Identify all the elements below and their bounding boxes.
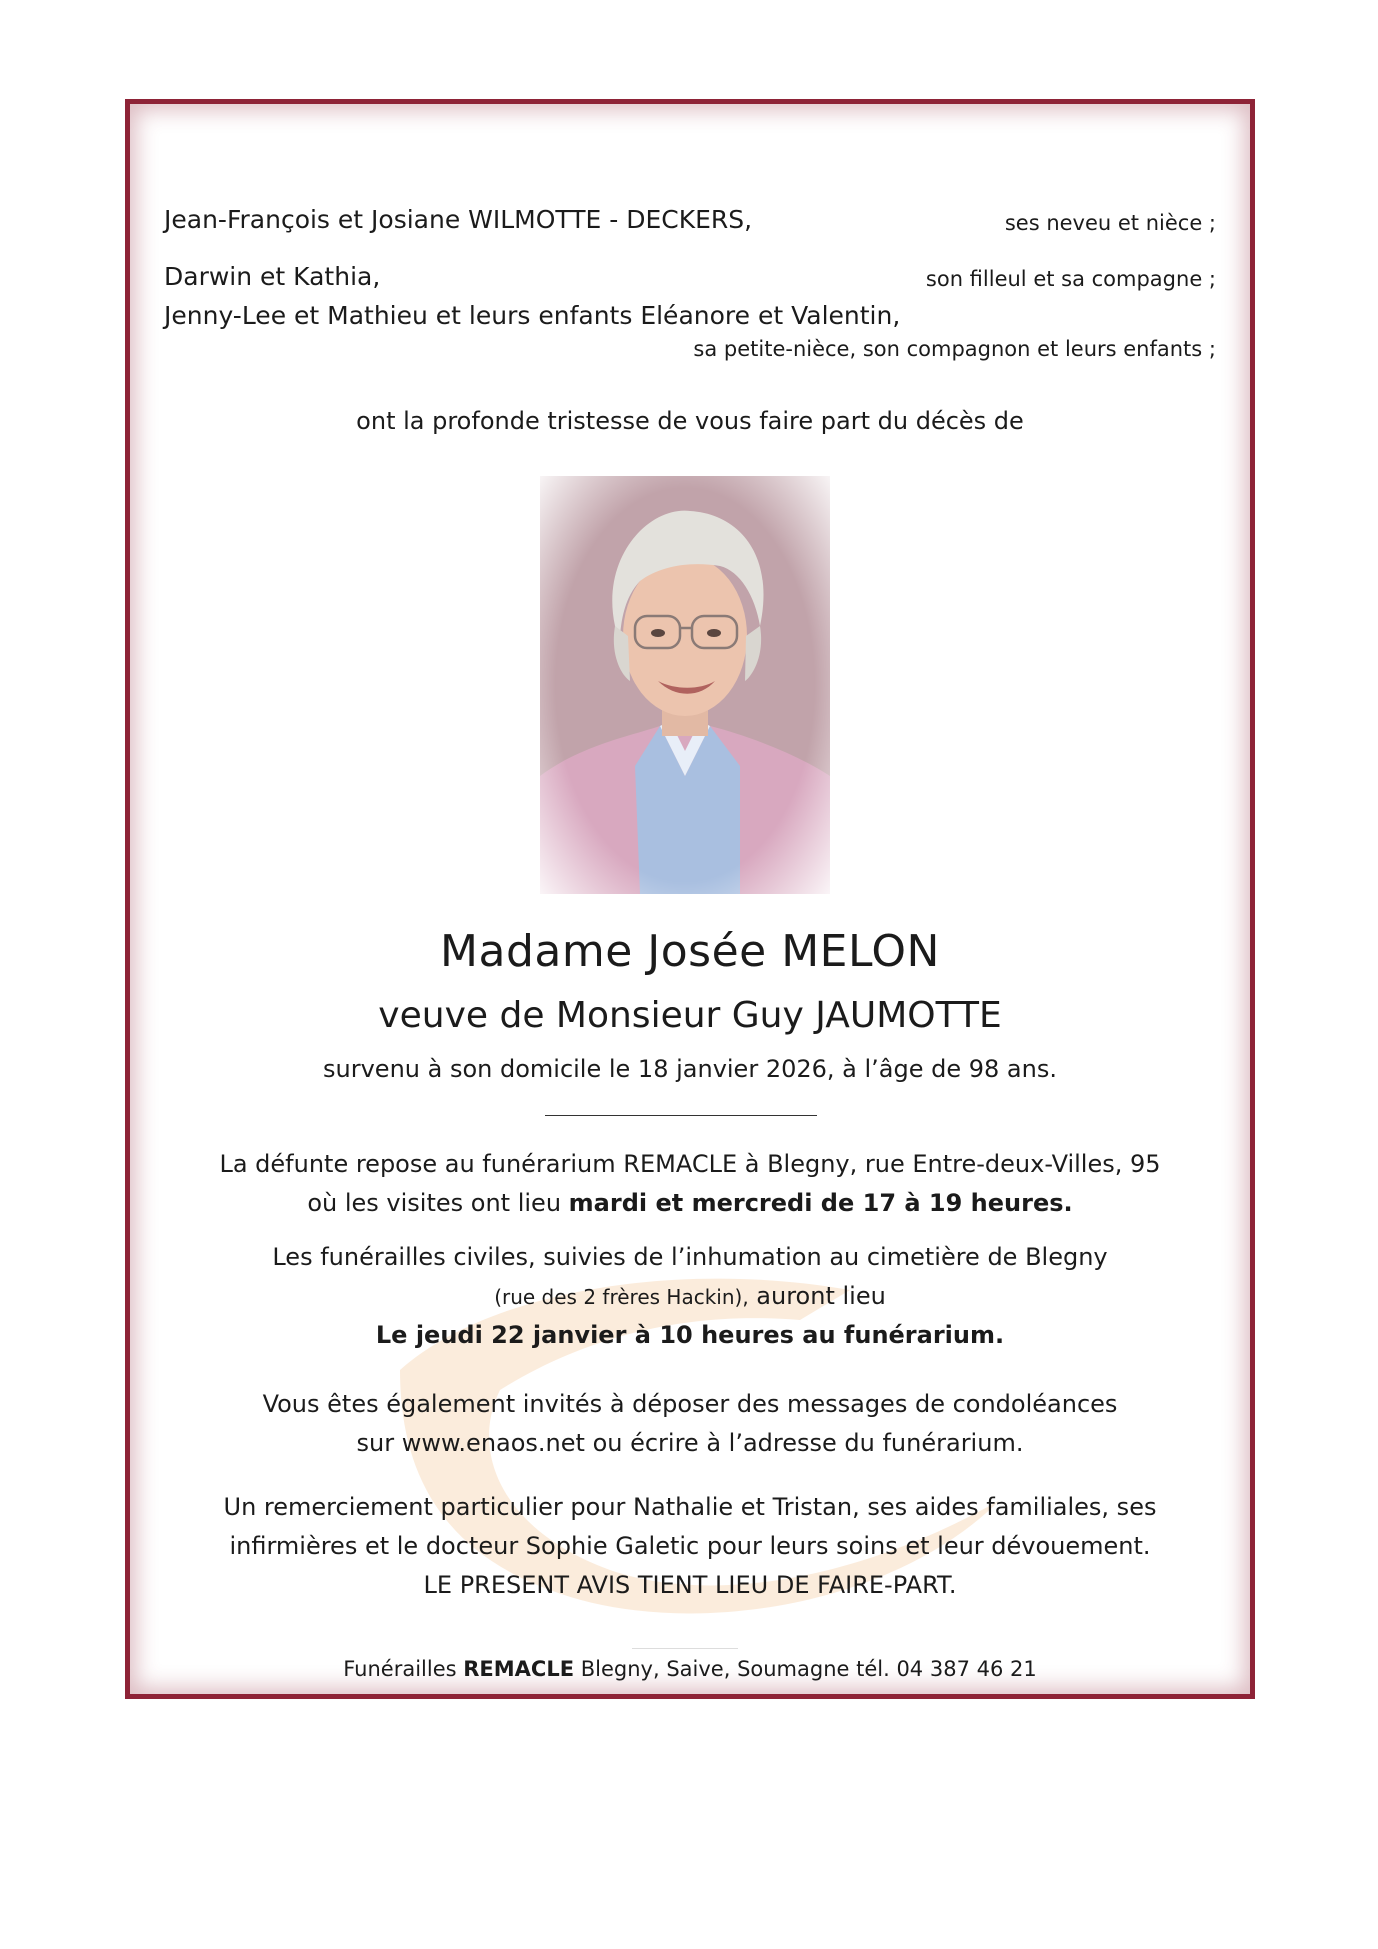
announcement-text: ont la profonde tristesse de vous faire part du décès de xyxy=(356,407,1024,435)
family-names-2: Darwin et Kathia, xyxy=(164,262,381,291)
visits-line-1: La défunte repose au funérarium REMACLE à Blegny, rue Entre-deux-Villes, 95 xyxy=(219,1150,1161,1178)
family-names-1: Jean-François et Josiane WILMOTTE - DECKERS, xyxy=(164,205,753,234)
family-relation-2: son filleul et sa compagne ; xyxy=(925,267,1216,291)
family-relation-3: sa petite-nièce, son compagnon et leurs enfants ; xyxy=(693,337,1216,361)
deceased-name: Madame Josée MELON xyxy=(440,926,940,977)
footer-brand: REMACLE xyxy=(463,1657,575,1681)
thanks-line-3: LE PRESENT AVIS TIENT LIEU DE FAIRE-PART. xyxy=(423,1571,957,1599)
visits-hours: mardi et mercredi de 17 à 19 heures. xyxy=(568,1189,1073,1217)
separator-line xyxy=(545,1115,817,1116)
death-details: survenu à son domicile le 18 janvier 2026, à l’âge de 98 ans. xyxy=(323,1055,1057,1083)
footer-funeral-home: Funérailles REMACLE Blegny, Saive, Soumagne tél. 04 387 46 21 xyxy=(343,1657,1037,1681)
condolences-line-2: sur www.enaos.net ou écrire à l’adresse du funérarium. xyxy=(356,1429,1024,1457)
deceased-portrait-photo xyxy=(540,476,830,894)
footer-separator xyxy=(632,1648,738,1649)
family-relation-1: ses neveu et nièce ; xyxy=(1004,211,1216,235)
funeral-address: (rue des 2 frères Hackin), xyxy=(494,1285,749,1309)
condolences-line-1: Vous êtes également invités à déposer des messages de condoléances xyxy=(262,1390,1118,1418)
funeral-line-3 xyxy=(125,1321,1255,1349)
thanks-line-2: infirmières et le docteur Sophie Galetic pour leurs soins et leur dévouement. xyxy=(229,1532,1151,1560)
visits-line-2: où les visites ont lieu mardi et mercredi de 17 à 19 heures. xyxy=(307,1189,1073,1217)
family-names-3: Jenny-Lee et Mathieu et leurs enfants Eléanore et Valentin, xyxy=(164,301,901,330)
thanks-line-1: Un remerciement particulier pour Nathalie et Tristan, ses aides familiales, ses xyxy=(223,1493,1157,1521)
funeral-line-1: Les funérailles civiles, suivies de l’inhumation au cimetière de Blegny xyxy=(272,1243,1108,1271)
widow-of-text: veuve de Monsieur Guy JAUMOTTE xyxy=(378,995,1002,1036)
funeral-date: Le jeudi 22 janvier à 10 heures au funérarium. xyxy=(375,1321,1005,1349)
funeral-line-2: (rue des 2 frères Hackin), auront lieu xyxy=(494,1282,886,1310)
